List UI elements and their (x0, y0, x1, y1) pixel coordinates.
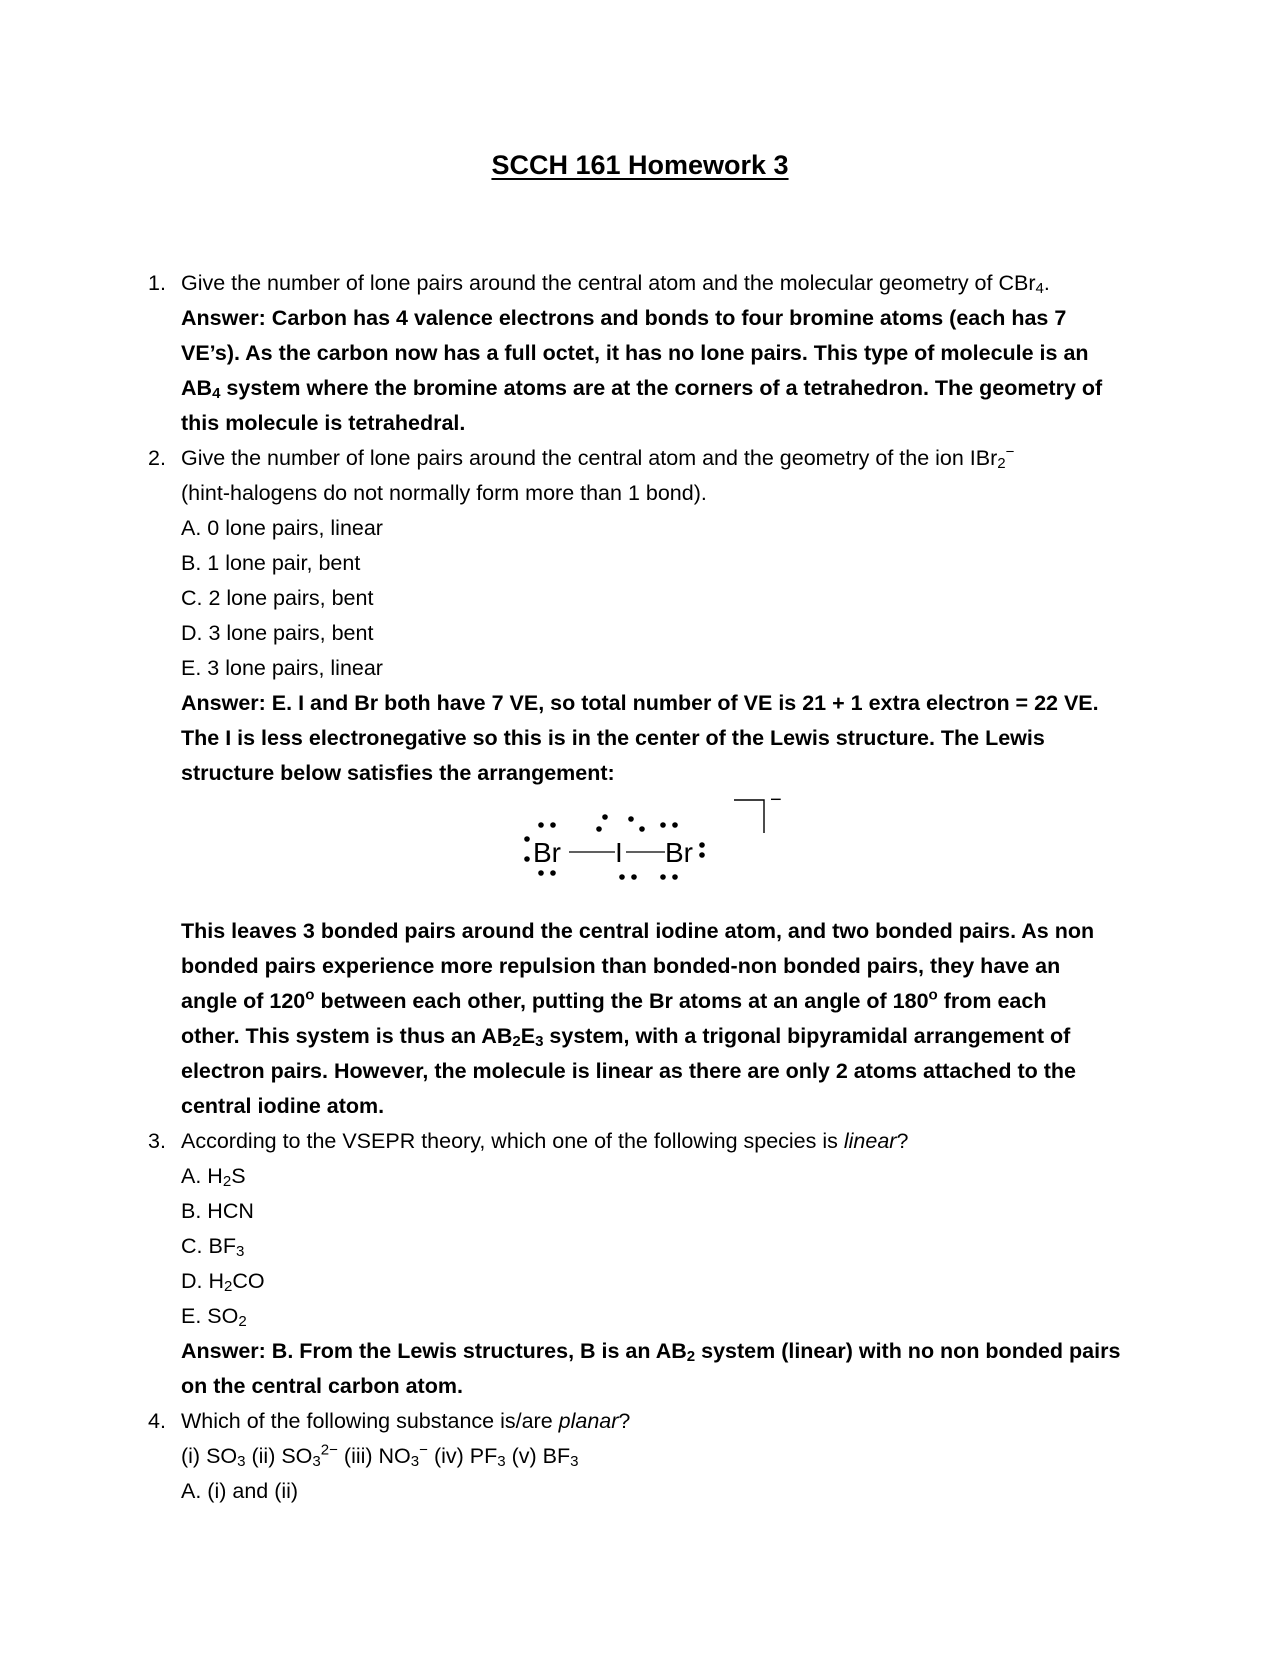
option-a: A. $H_2S$ (181, 1164, 246, 1190)
lewis-structure (181, 791, 1140, 914)
question-prompt: According to the VSEPR theory, which one of the following species is linear? (181, 1129, 909, 1153)
question-number: 2. (148, 446, 166, 470)
question-3 (140, 1124, 1140, 1404)
answer-text: $AB_4$ system where the bromine atoms are at the corners of a tetrahedron. The geometry of (181, 376, 1103, 402)
question-2 (140, 441, 1140, 1124)
substance-list: (i) $SO_3$ (ii) $SO_3^{2-}$ (iii) $NO_3^-$ (iv) $PF_3$ (v) $BF_3$ (181, 1441, 579, 1470)
option-d: D. $H_2CO$ (181, 1269, 265, 1295)
explanation-text: bonded pairs experience more repulsion than bonded-non bonded pairs, they have an (181, 954, 1061, 978)
answer-text: The I is less electronegative so this is in the center of the Lewis structure. The Lewis (181, 726, 1045, 750)
explanation-text: electron pairs. However, the molecule is linear as there are only 2 atoms attached to the (181, 1059, 1076, 1083)
answer-text: Answer: E. I and Br both have 7 VE, so total number of VE is 21 + 1 extra electron = 22 VE. (181, 691, 1099, 715)
option-c: C. $BF_3$ (181, 1234, 245, 1260)
question-1 (140, 266, 1140, 441)
option-a: A. 0 lone pairs, linear (181, 516, 383, 540)
question-number: 4. (148, 1409, 166, 1433)
question-prompt: Which of the following substance is/are planar? (181, 1409, 631, 1433)
answer-text: this molecule is tetrahedral. (181, 411, 466, 435)
explanation-text: angle of 120$^o$ between each other, putting the Br atoms at an angle of 180$^o$ from each (181, 986, 1047, 1013)
question-4 (140, 1404, 1140, 1509)
option-b: B. HCN (181, 1199, 254, 1223)
option-e: E. 3 lone pairs, linear (181, 656, 383, 680)
answer-text: Answer: B. From the Lewis structures, B is an $AB_2$ system (linear) with no non bonded pairs (181, 1339, 1121, 1365)
explanation-text: other. This system is thus an $AB_2E_3$ system, with a trigonal bipyramidal arrangement of (181, 1024, 1071, 1050)
explanation-text: This leaves 3 bonded pairs around the central iodine atom, and two bonded pairs. As non (181, 919, 1095, 943)
page-title: SCCH 161 Homework 3 (491, 150, 789, 180)
question-list (140, 266, 1140, 1509)
ion-charge: − (770, 791, 782, 811)
option-b: B. 1 lone pair, bent (181, 551, 361, 575)
lewis-structure-diagram (499, 791, 799, 914)
option-d: D. 3 lone pairs, bent (181, 621, 374, 645)
question-prompt: (hint-halogens do not normally form more than 1 bond). (181, 481, 707, 505)
answer-text: on the central carbon atom. (181, 1374, 463, 1398)
right-atom-label: Br (665, 837, 693, 868)
left-atom-label: Br (533, 837, 561, 868)
question-number: 3. (148, 1129, 166, 1153)
question-number: 1. (148, 271, 166, 295)
option-e: E. $SO_2$ (181, 1304, 247, 1330)
answer-text: structure below satisfies the arrangement: (181, 761, 615, 785)
explanation-text: central iodine atom. (181, 1094, 385, 1118)
option-c: C. 2 lone pairs, bent (181, 586, 374, 610)
answer-text: Answer: Carbon has 4 valence electrons and bonds to four bromine atoms (each has 7 (181, 306, 1067, 330)
question-prompt: Give the number of lone pairs around the central atom and the molecular geometry of CBr$_4$. (181, 271, 1050, 297)
option-a: A. (i) and (ii) (181, 1479, 299, 1503)
center-atom-label: I (615, 837, 623, 868)
answer-text: VE’s). As the carbon now has a full octet, it has no lone pairs. This type of molecule is an (181, 341, 1089, 365)
question-prompt: Give the number of lone pairs around the central atom and the geometry of the ion IBr$_2$− (181, 443, 1015, 472)
